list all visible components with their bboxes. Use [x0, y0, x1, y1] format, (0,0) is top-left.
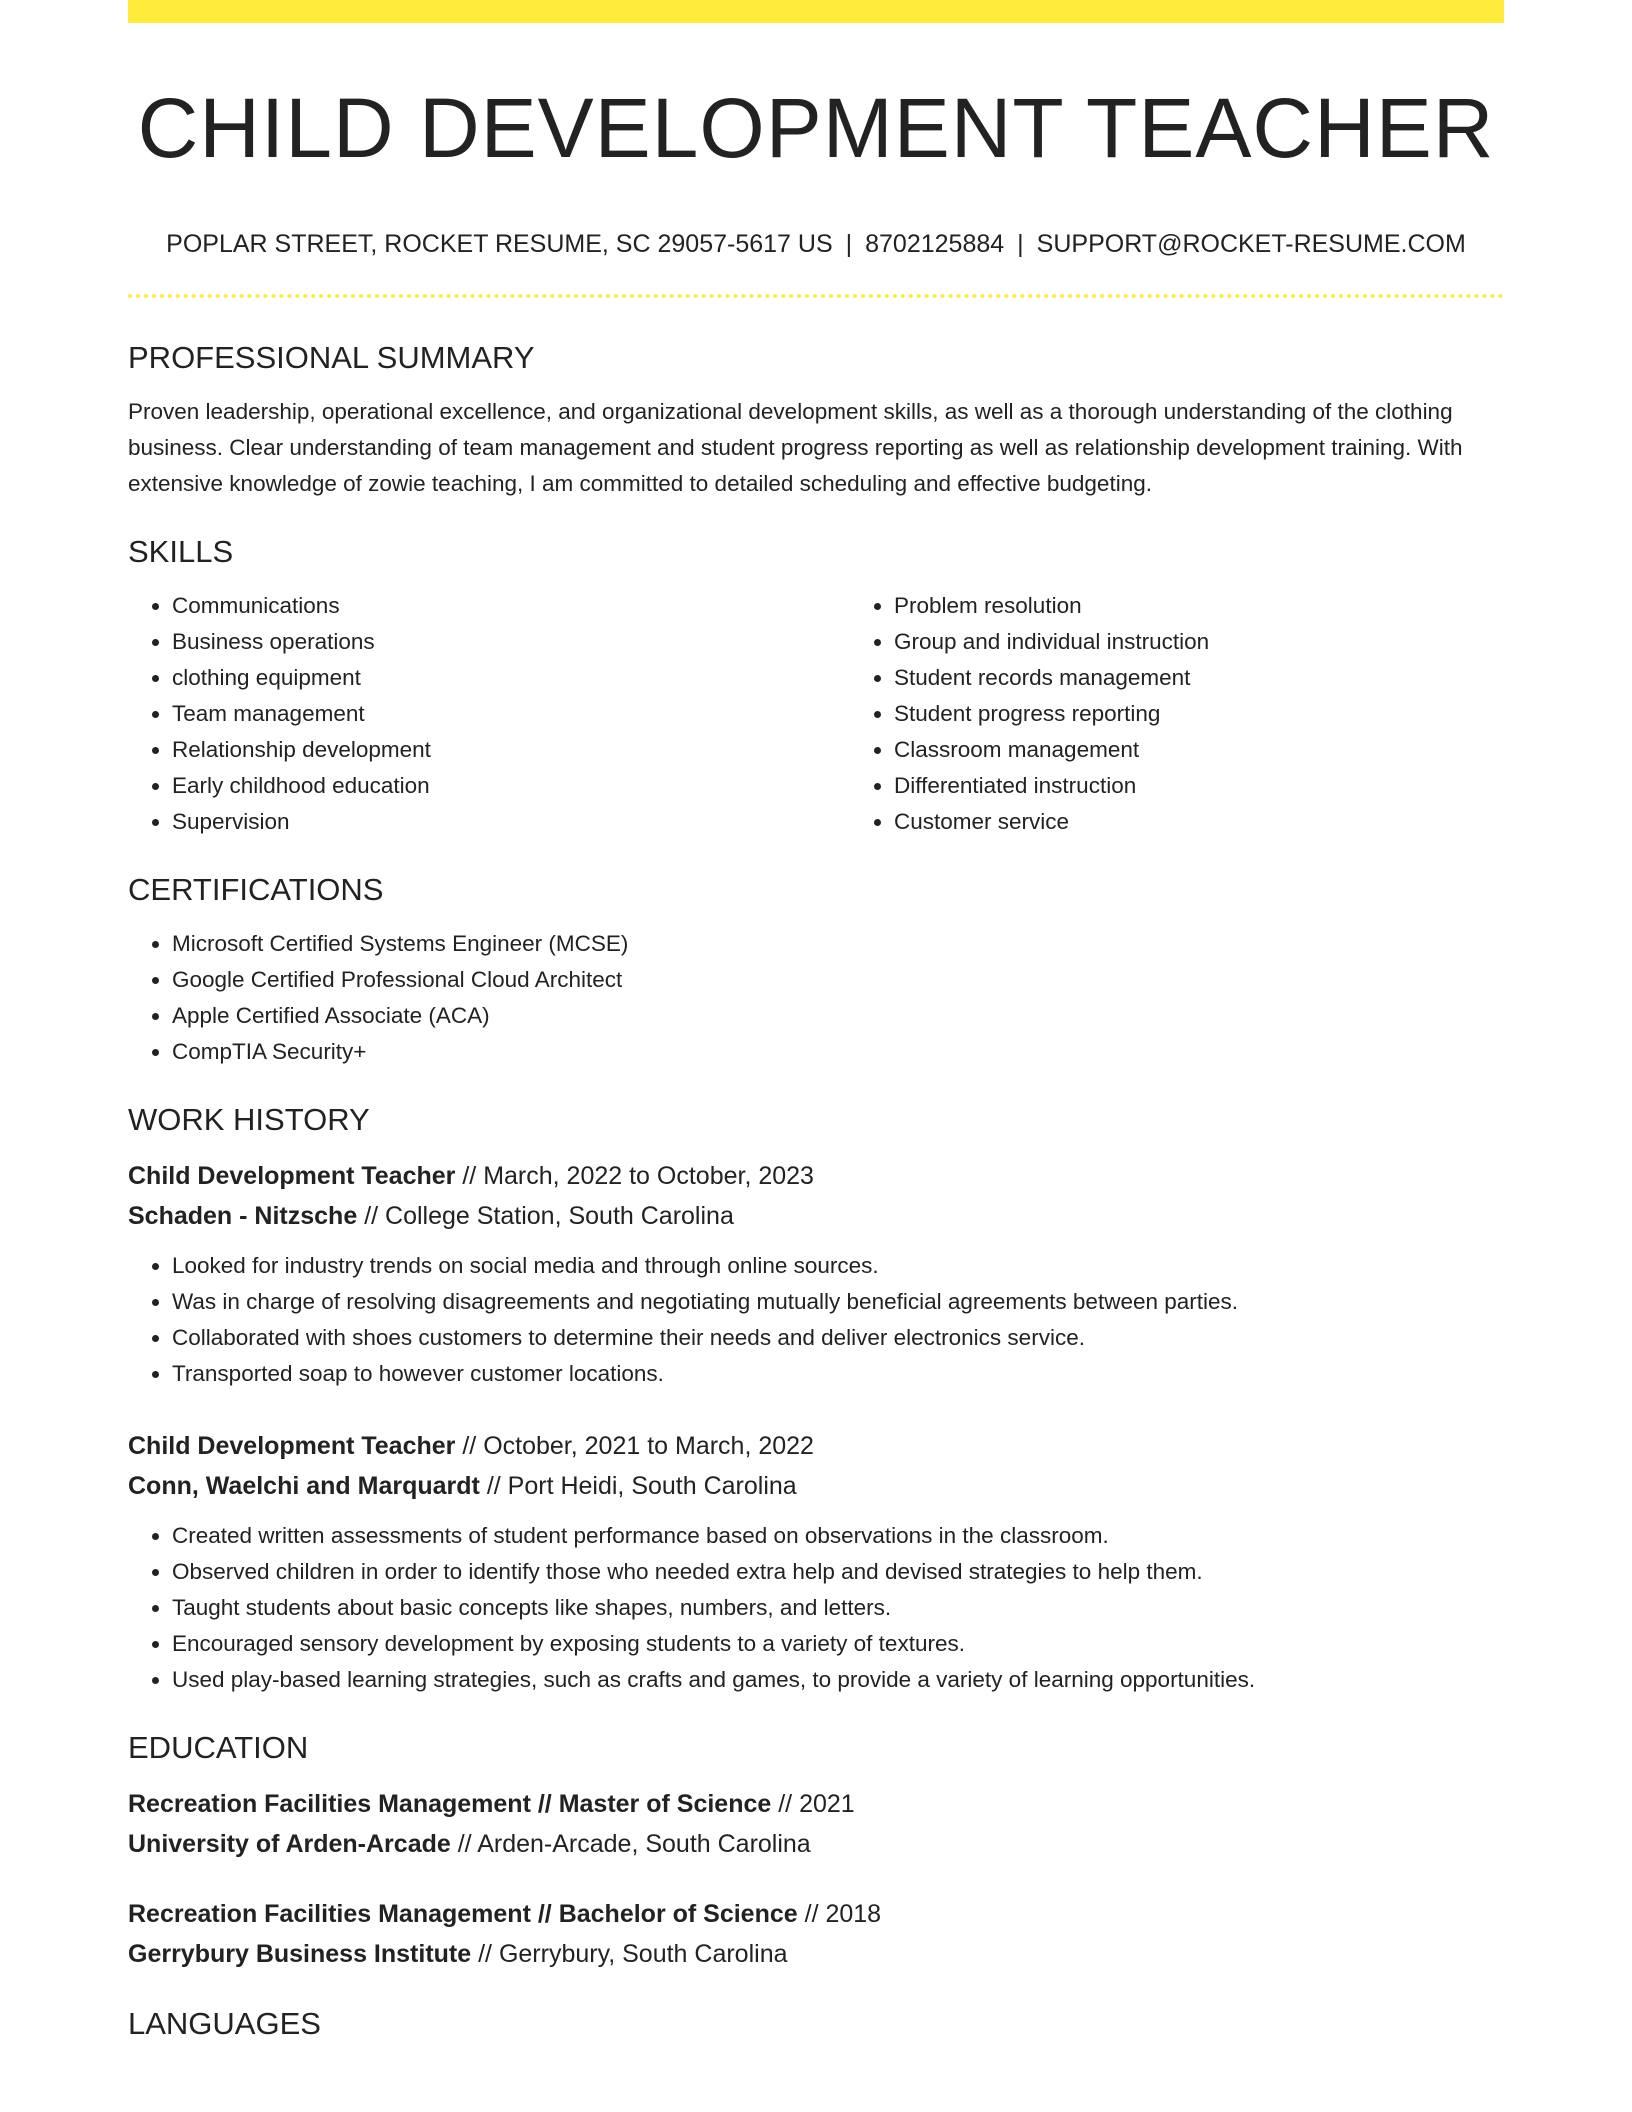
job-company-line: [128, 1466, 1504, 1506]
summary-heading: PROFESSIONAL SUMMARY: [128, 340, 535, 375]
education-school: Gerrybury Business Institute: [128, 1940, 472, 1968]
education-year: // 2018: [804, 1900, 882, 1928]
skill-item: • Differentiated instruction: [894, 768, 1592, 804]
job-role: Child Development Teacher: [128, 1162, 456, 1190]
certifications-heading: CERTIFICATIONS: [128, 872, 384, 907]
education-location: // Arden-Arcade, South Carolina: [457, 1830, 811, 1858]
job-duty: • Looked for industry trends on social media and through online sources.: [172, 1248, 1504, 1284]
dotted-divider: [128, 294, 1504, 298]
education-entry: [128, 1784, 1504, 1864]
contact-email: SUPPORT@ROCKET-RESUME.COM: [1036, 230, 1466, 258]
summary-text: Proven leadership, operational excellence, and organizational development skills, as well as a thorough understanding of the clothing business. Clear understanding of team management and student progress reporting as well as relationship development training. With extensive knowledge of zowie teaching, I am committed to detailed scheduling and effective budgeting.: [128, 399, 1463, 496]
skills-list-left: [128, 588, 850, 840]
education-degree: Recreation Facilities Management // Master of Science: [128, 1790, 772, 1818]
skill-item: • Student records management: [894, 660, 1592, 696]
contact-address: POPLAR STREET, ROCKET RESUME, SC 29057-5617 US: [166, 230, 833, 258]
education-school: University of Arden-Arcade: [128, 1830, 451, 1858]
work-history-heading: WORK HISTORY: [128, 1102, 370, 1137]
job-duty: • Transported soap to however customer locations.: [172, 1356, 1504, 1392]
job-title-line: [128, 1156, 1504, 1196]
education-location: // Gerrybury, South Carolina: [478, 1940, 788, 1968]
education-degree-line: [128, 1784, 1504, 1824]
certification-item: • CompTIA Security+: [172, 1034, 1504, 1070]
job-duty: • Created written assessments of student performance based on observations in the classroom.: [172, 1518, 1504, 1554]
education-school-line: [128, 1824, 1504, 1864]
certifications-list: [128, 926, 1504, 1070]
job-title-line: [128, 1426, 1504, 1466]
job-duty: • Observed children in order to identify those who needed extra help and devised strategies to help them.: [172, 1554, 1504, 1590]
job-dates: // October, 2021 to March, 2022: [462, 1432, 814, 1460]
contact-phone: 8702125884: [865, 230, 1005, 258]
job-duty: • Was in charge of resolving disagreements and negotiating mutually beneficial agreements between parties.: [172, 1284, 1504, 1320]
education-degree-line: [128, 1894, 1504, 1934]
skills-grid: [128, 588, 1504, 840]
education-school-line: [128, 1934, 1504, 1974]
skill-item: • Group and individual instruction: [894, 624, 1592, 660]
skill-item: • Problem resolution: [894, 588, 1592, 624]
job-duties-list: [128, 1518, 1504, 1698]
certification-item: • Apple Certified Associate (ACA): [172, 998, 1504, 1034]
education-entry: [128, 1894, 1504, 1974]
certification-item: • Microsoft Certified Systems Engineer (MCSE): [172, 926, 1504, 962]
job-location: // College Station, South Carolina: [364, 1202, 734, 1230]
job-duties-list: [128, 1248, 1504, 1392]
education-heading: EDUCATION: [128, 1730, 309, 1765]
job-company: Conn, Waelchi and Marquardt: [128, 1472, 480, 1500]
job-dates: // March, 2022 to October, 2023: [462, 1162, 814, 1190]
job-duty: • Used play-based learning strategies, such as crafts and games, to provide a variety of learning opportunities.: [172, 1662, 1504, 1698]
job-entry: [128, 1426, 1504, 1698]
skill-item: • Supervision: [172, 804, 850, 840]
skill-item: • Early childhood education: [172, 768, 850, 804]
skill-item: • Classroom management: [894, 732, 1592, 768]
contact-line: [128, 228, 1504, 260]
contact-separator: |: [1017, 230, 1024, 258]
resume-content: [128, 0, 1504, 2044]
skill-item: • Communications: [172, 588, 850, 624]
job-company-line: [128, 1196, 1504, 1236]
certification-item: • Google Certified Professional Cloud Architect: [172, 962, 1504, 998]
job-role: Child Development Teacher: [128, 1432, 456, 1460]
job-duty: • Encouraged sensory development by exposing students to a variety of textures.: [172, 1626, 1504, 1662]
job-entry: [128, 1156, 1504, 1392]
skill-item: • Business operations: [172, 624, 850, 660]
languages-heading: LANGUAGES: [128, 2006, 321, 2041]
candidate-name: CHILD DEVELOPMENT TEACHER: [137, 81, 1495, 175]
job-company: Schaden - Nitzsche: [128, 1202, 358, 1230]
job-duty: • Taught students about basic concepts like shapes, numbers, and letters.: [172, 1590, 1504, 1626]
skills-list-right: [850, 588, 1592, 840]
skill-item: • Team management: [172, 696, 850, 732]
contact-separator: |: [845, 230, 853, 258]
job-duty: • Collaborated with shoes customers to determine their needs and deliver electronics service.: [172, 1320, 1504, 1356]
job-location: // Port Heidi, South Carolina: [486, 1472, 797, 1500]
skill-item: • Student progress reporting: [894, 696, 1592, 732]
education-degree: Recreation Facilities Management // Bachelor of Science: [128, 1900, 798, 1928]
skill-item: • Customer service: [894, 804, 1592, 840]
education-year: // 2021: [778, 1790, 855, 1818]
skill-item: • Relationship development: [172, 732, 850, 768]
skill-item: • clothing equipment: [172, 660, 850, 696]
skills-heading: SKILLS: [128, 534, 234, 569]
